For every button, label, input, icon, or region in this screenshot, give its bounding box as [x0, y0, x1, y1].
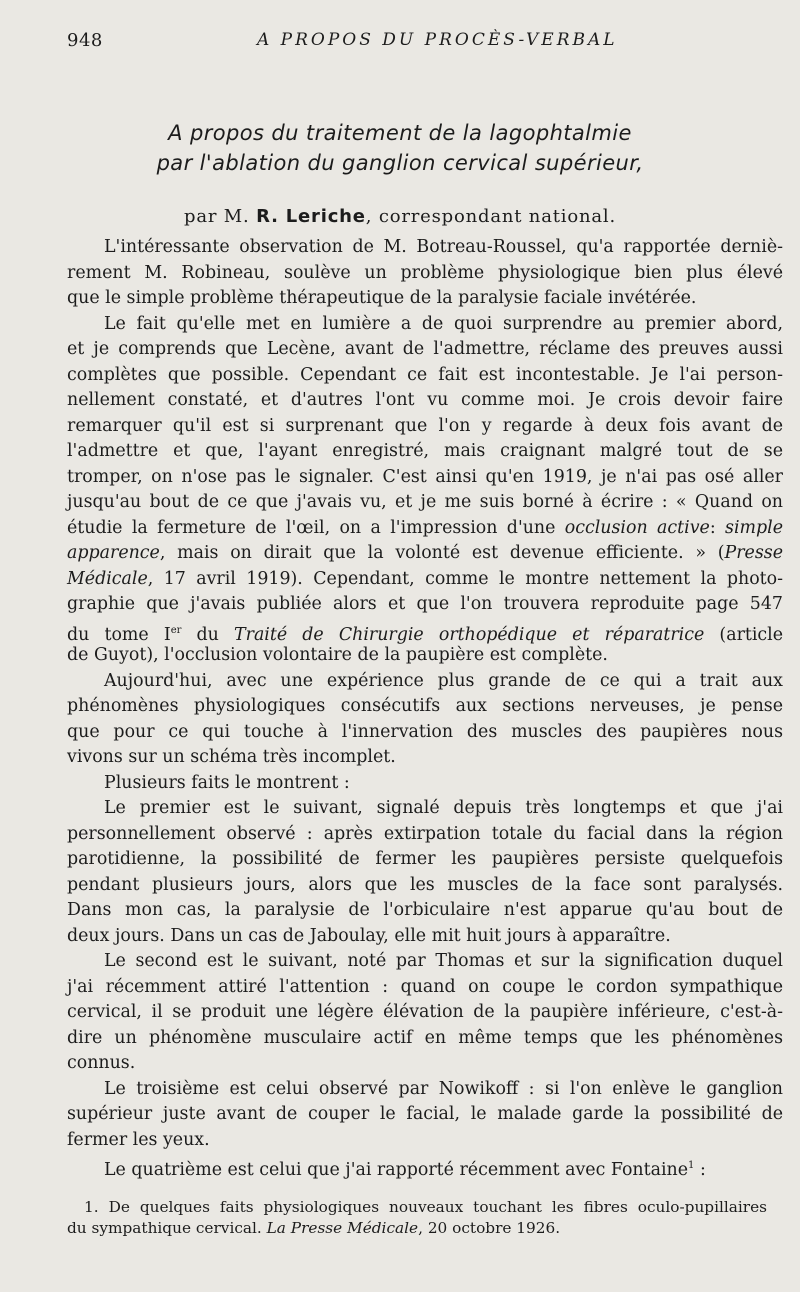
- superscript: er: [170, 624, 182, 636]
- text-line: deux jours. Dans un cas de Jaboulay, elle mit huit jours à apparaître.: [67, 925, 671, 946]
- byline-suffix: , correspondant national.: [365, 206, 616, 227]
- text-line: [67, 618, 783, 644]
- text-line: Le fait qu'elle met en lumière a de quoi surprendre au premier abord,: [104, 313, 783, 334]
- text-run: :: [694, 1160, 706, 1180]
- text-line: supérieur juste avant de couper le facial, le malade garde la possibilité de: [67, 1104, 783, 1124]
- text-line: Aujourd'hui, avec une expérience plus grande de ce qui a trait aux: [104, 670, 783, 691]
- footnote-line: [67, 1197, 767, 1218]
- text-line: l'admettre et que, l'ayant enregistré, mais craignant malgré tout de se: [67, 441, 783, 461]
- article-body: [67, 235, 783, 1179]
- text-run: du: [181, 624, 235, 645]
- footnote-text: De quelques faits physiologiques nouveaux touchant les fibres oculo-pupillaires: [108, 1198, 767, 1216]
- italic-run: Médicale: [67, 568, 148, 589]
- article-title-line-1: A propos du traitement de la lagophtalmie: [168, 121, 632, 145]
- text-line: [67, 1153, 783, 1179]
- text-line: connus.: [67, 1053, 136, 1073]
- text-line: rement M. Robineau, soulève un problème physiologique bien plus élevé: [67, 262, 783, 283]
- text-line: [67, 516, 783, 542]
- text-run: du tome I: [67, 624, 171, 645]
- text-line: nellement constaté, et d'autres l'ont vu comme moi. Je crois devoir faire: [67, 390, 783, 410]
- text-line: cervical, il se produit une légère élévation de la paupière inférieure, c'est-à-: [67, 1002, 783, 1022]
- text-run: étudie la fermeture de l'œil, on a l'impression d'une: [67, 517, 556, 538]
- text-line: phénomènes physiologiques consécutifs aux sections nerveuses, je pense: [67, 696, 783, 716]
- text-run: Le quatrième est celui que j'ai rapporté récemment avec Fontaine: [104, 1160, 689, 1180]
- text-run: (article: [704, 624, 784, 645]
- text-line: Plusieurs faits le montrent :: [104, 772, 350, 793]
- page-header: [67, 30, 760, 54]
- byline: [40, 206, 760, 227]
- text-line: [67, 567, 783, 593]
- text-line: dire un phénomène musculaire actif en même temps que les phénomènes: [67, 1027, 783, 1048]
- text-line: j'ai récemment attiré l'attention : quand on coupe le cordon sympathique: [67, 976, 783, 997]
- text-line: [67, 541, 783, 567]
- text-line: Le premier est le suivant, signalé depuis très longtemps et que j'ai: [104, 798, 783, 818]
- text-line: complètes que possible. Cependant ce fait est incontestable. Je l'ai person-: [67, 364, 783, 385]
- text-line: Le troisième est celui observé par Nowikoff : si l'on enlève le ganglion: [104, 1078, 783, 1099]
- text-line: remarquer qu'il est si surprenant que l'on y regarde à deux fois avant de: [67, 415, 783, 436]
- text-line: de Guyot), l'occlusion volontaire de la paupière est complète.: [67, 645, 608, 665]
- text-line: jusqu'au bout de ce que j'avais vu, et je me suis borné à écrire : « Quand on: [67, 492, 783, 512]
- text-line: que pour ce qui touche à l'innervation des muscles des paupières nous: [67, 721, 783, 742]
- footnote-text: , 20 octobre 1926.: [418, 1219, 561, 1237]
- byline-prefix: par M.: [184, 206, 257, 227]
- text-run: , 17 avril 1919). Cependant, comme le montre nettement la photo-: [147, 568, 783, 589]
- footnote-ref[interactable]: 1: [688, 1160, 695, 1171]
- italic-run: Presse: [724, 543, 783, 563]
- text-run: , mais on dirait que la volonté est devenue efficiente. » (: [159, 543, 725, 563]
- journal-title: La Presse Médicale: [266, 1219, 419, 1237]
- text-line: L'intéressante observation de M. Botreau-Roussel, qu'a rapportée derniè-: [104, 237, 783, 257]
- text-line: personnellement observé : après extirpation totale du facial dans la région: [67, 823, 783, 844]
- footnote-line: [67, 1218, 767, 1239]
- italic-run: occlusion active: [564, 517, 710, 538]
- text-run: :: [709, 517, 726, 538]
- footnote-marker: 1.: [84, 1198, 99, 1216]
- footnote-text: du sympathique cervical.: [67, 1219, 267, 1237]
- running-title: A PROPOS DU PROCÈS-VERBAL: [257, 30, 618, 50]
- italic-run: simple: [725, 517, 784, 538]
- author-name: R. Leriche: [256, 206, 366, 227]
- text-line: pendant plusieurs jours, alors que les muscles de la face sont paralysés.: [67, 874, 783, 895]
- italic-run: Traité de Chirurgie orthopédique et réparatrice: [234, 624, 705, 645]
- italic-run: apparence: [67, 543, 160, 563]
- text-line: parotidienne, la possibilité de fermer les paupières persiste quelquefois: [67, 849, 783, 869]
- article-title-line-2: par l'ablation du ganglion cervical supérieur,: [156, 151, 644, 175]
- text-line: et je comprends que Lecène, avant de l'admettre, réclame des preuves aussi: [67, 339, 783, 359]
- text-line: graphie que j'avais publiée alors et que l'on trouvera reproduite page 547: [67, 594, 783, 614]
- text-line: tromper, on n'ose pas le signaler. C'est ainsi qu'en 1919, je n'ai pas osé aller: [67, 466, 783, 487]
- article-heading: [40, 118, 760, 227]
- text-line: fermer les yeux.: [67, 1129, 210, 1150]
- text-line: vivons sur un schéma très incomplet.: [67, 747, 396, 767]
- page-number: 948: [67, 30, 103, 51]
- text-line: Le second est le suivant, noté par Thomas et sur la signification duquel: [104, 951, 783, 971]
- text-line: Dans mon cas, la paralysie de l'orbiculaire n'est apparue qu'au bout de: [67, 900, 783, 920]
- footnote: [67, 1197, 767, 1239]
- text-line: que le simple problème thérapeutique de la paralysie faciale invétérée.: [67, 288, 697, 308]
